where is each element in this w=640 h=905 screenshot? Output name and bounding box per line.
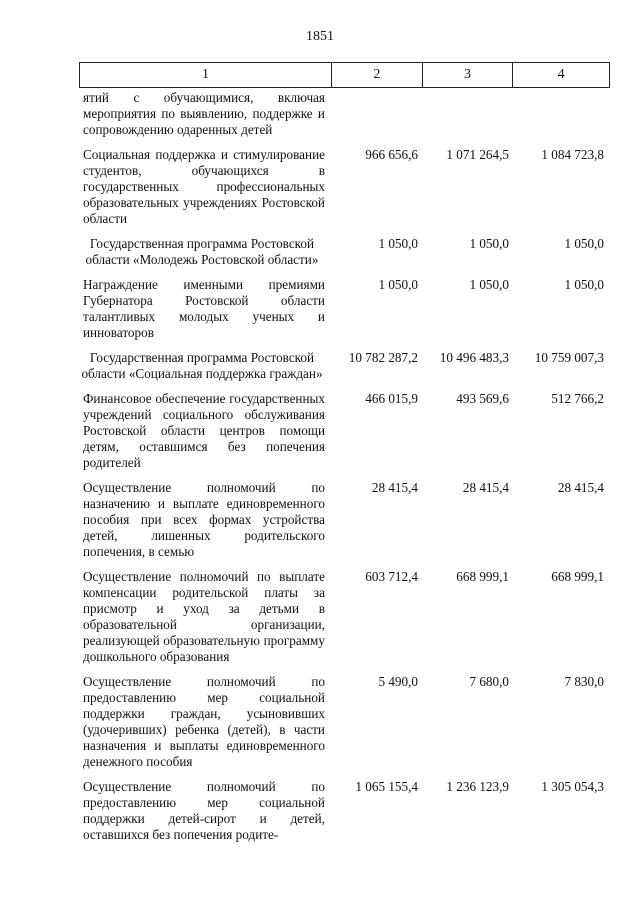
row-description: Социальная поддержка и стимулирование студентов, обучающихся в государственных профессиональных образовательных учреждениях Ростовской области xyxy=(83,147,325,226)
row-value-4: 1 084 723,8 xyxy=(541,147,604,162)
program-title: Государственная программа Ростовской области «Молодежь Ростовской области» xyxy=(85,236,319,267)
row-value-4: 1 050,0 xyxy=(564,277,604,292)
row-value-3: 1 050,0 xyxy=(469,236,509,251)
row-value-2: 1 065 155,4 xyxy=(355,779,418,794)
row-value-3: 10 496 483,3 xyxy=(439,350,509,365)
row-value-2 xyxy=(331,90,422,138)
row-description: Финансовое обеспечение государственных учреждений социального обслуживания Ростовской области центров помощи детям, оставшимся без попечения родителей xyxy=(83,391,325,470)
table-row xyxy=(79,391,610,471)
row-value-2: 10 782 287,2 xyxy=(348,350,418,365)
row-value-3 xyxy=(422,90,513,138)
row-value-4: 512 766,2 xyxy=(551,391,604,406)
header-col-4: 4 xyxy=(512,63,609,87)
row-value-3: 1 236 123,9 xyxy=(446,779,509,794)
table-row xyxy=(79,569,610,665)
table-row xyxy=(79,277,610,341)
header-col-3: 3 xyxy=(422,63,513,87)
row-value-2: 1 050,0 xyxy=(378,236,418,251)
row-value-3: 1 050,0 xyxy=(469,277,509,292)
row-value-3: 28 415,4 xyxy=(462,480,509,495)
table-row xyxy=(79,480,610,560)
row-description: ятий с обучающимися, включая мероприятия по выявлению, поддержке и сопровождению одаренных детей xyxy=(83,90,325,137)
row-value-2: 28 415,4 xyxy=(371,480,418,495)
row-value-4: 7 830,0 xyxy=(564,674,604,689)
row-description: Осуществление полномочий по выплате компенсации родительской платы за присмотр и уход за детьми в образовательной организации, реализующей образовательную программу дошкольного образования xyxy=(83,569,325,664)
table-row xyxy=(79,147,610,227)
header-col-2: 2 xyxy=(331,63,422,87)
row-description: Осуществление полномочий по назначению и выплате единовременного пособия при всех формах устройства детей, лишенных родительского попечения, в семью xyxy=(83,480,325,559)
row-value-4: 1 050,0 xyxy=(564,236,604,251)
row-value-3: 493 569,6 xyxy=(456,391,509,406)
table-row-program xyxy=(79,236,610,268)
row-value-2: 966 656,6 xyxy=(365,147,418,162)
row-value-3: 1 071 264,5 xyxy=(446,147,509,162)
page-number: 1851 xyxy=(306,29,334,44)
row-value-3: 668 999,1 xyxy=(456,569,509,584)
row-description: Осуществление полномочий по предоставлению мер социальной поддержки детей-сирот и детей, оставшихся без попечения родите- xyxy=(83,779,325,842)
program-title: Государственная программа Ростовской области «Социальная поддержка граждан» xyxy=(81,350,323,381)
row-value-4: 668 999,1 xyxy=(551,569,604,584)
row-value-2: 466 015,9 xyxy=(365,391,418,406)
row-value-4: 28 415,4 xyxy=(557,480,604,495)
table-row xyxy=(79,779,610,843)
row-value-4: 10 759 007,3 xyxy=(534,350,604,365)
row-value-2: 5 490,0 xyxy=(378,674,418,689)
row-value-2: 603 712,4 xyxy=(365,569,418,584)
header-col-1: 1 xyxy=(202,67,210,82)
table-row xyxy=(79,674,610,770)
table-header xyxy=(79,62,610,88)
table-row xyxy=(79,90,610,138)
row-value-4 xyxy=(513,90,610,138)
table-row-program xyxy=(79,350,610,382)
row-description: Награждение именными премиями Губернатора Ростовской области талантливых молодых ученых и инноваторов xyxy=(83,277,325,340)
row-value-2: 1 050,0 xyxy=(378,277,418,292)
budget-table xyxy=(79,62,610,852)
row-value-4: 1 305 054,3 xyxy=(541,779,604,794)
row-value-3: 7 680,0 xyxy=(469,674,509,689)
row-description: Осуществление полномочий по предоставлению мер социальной поддержки граждан, усыновивших (удочеривших) ребенка (детей), в части назначения и выплаты единовременного денежного пособия xyxy=(83,674,325,769)
